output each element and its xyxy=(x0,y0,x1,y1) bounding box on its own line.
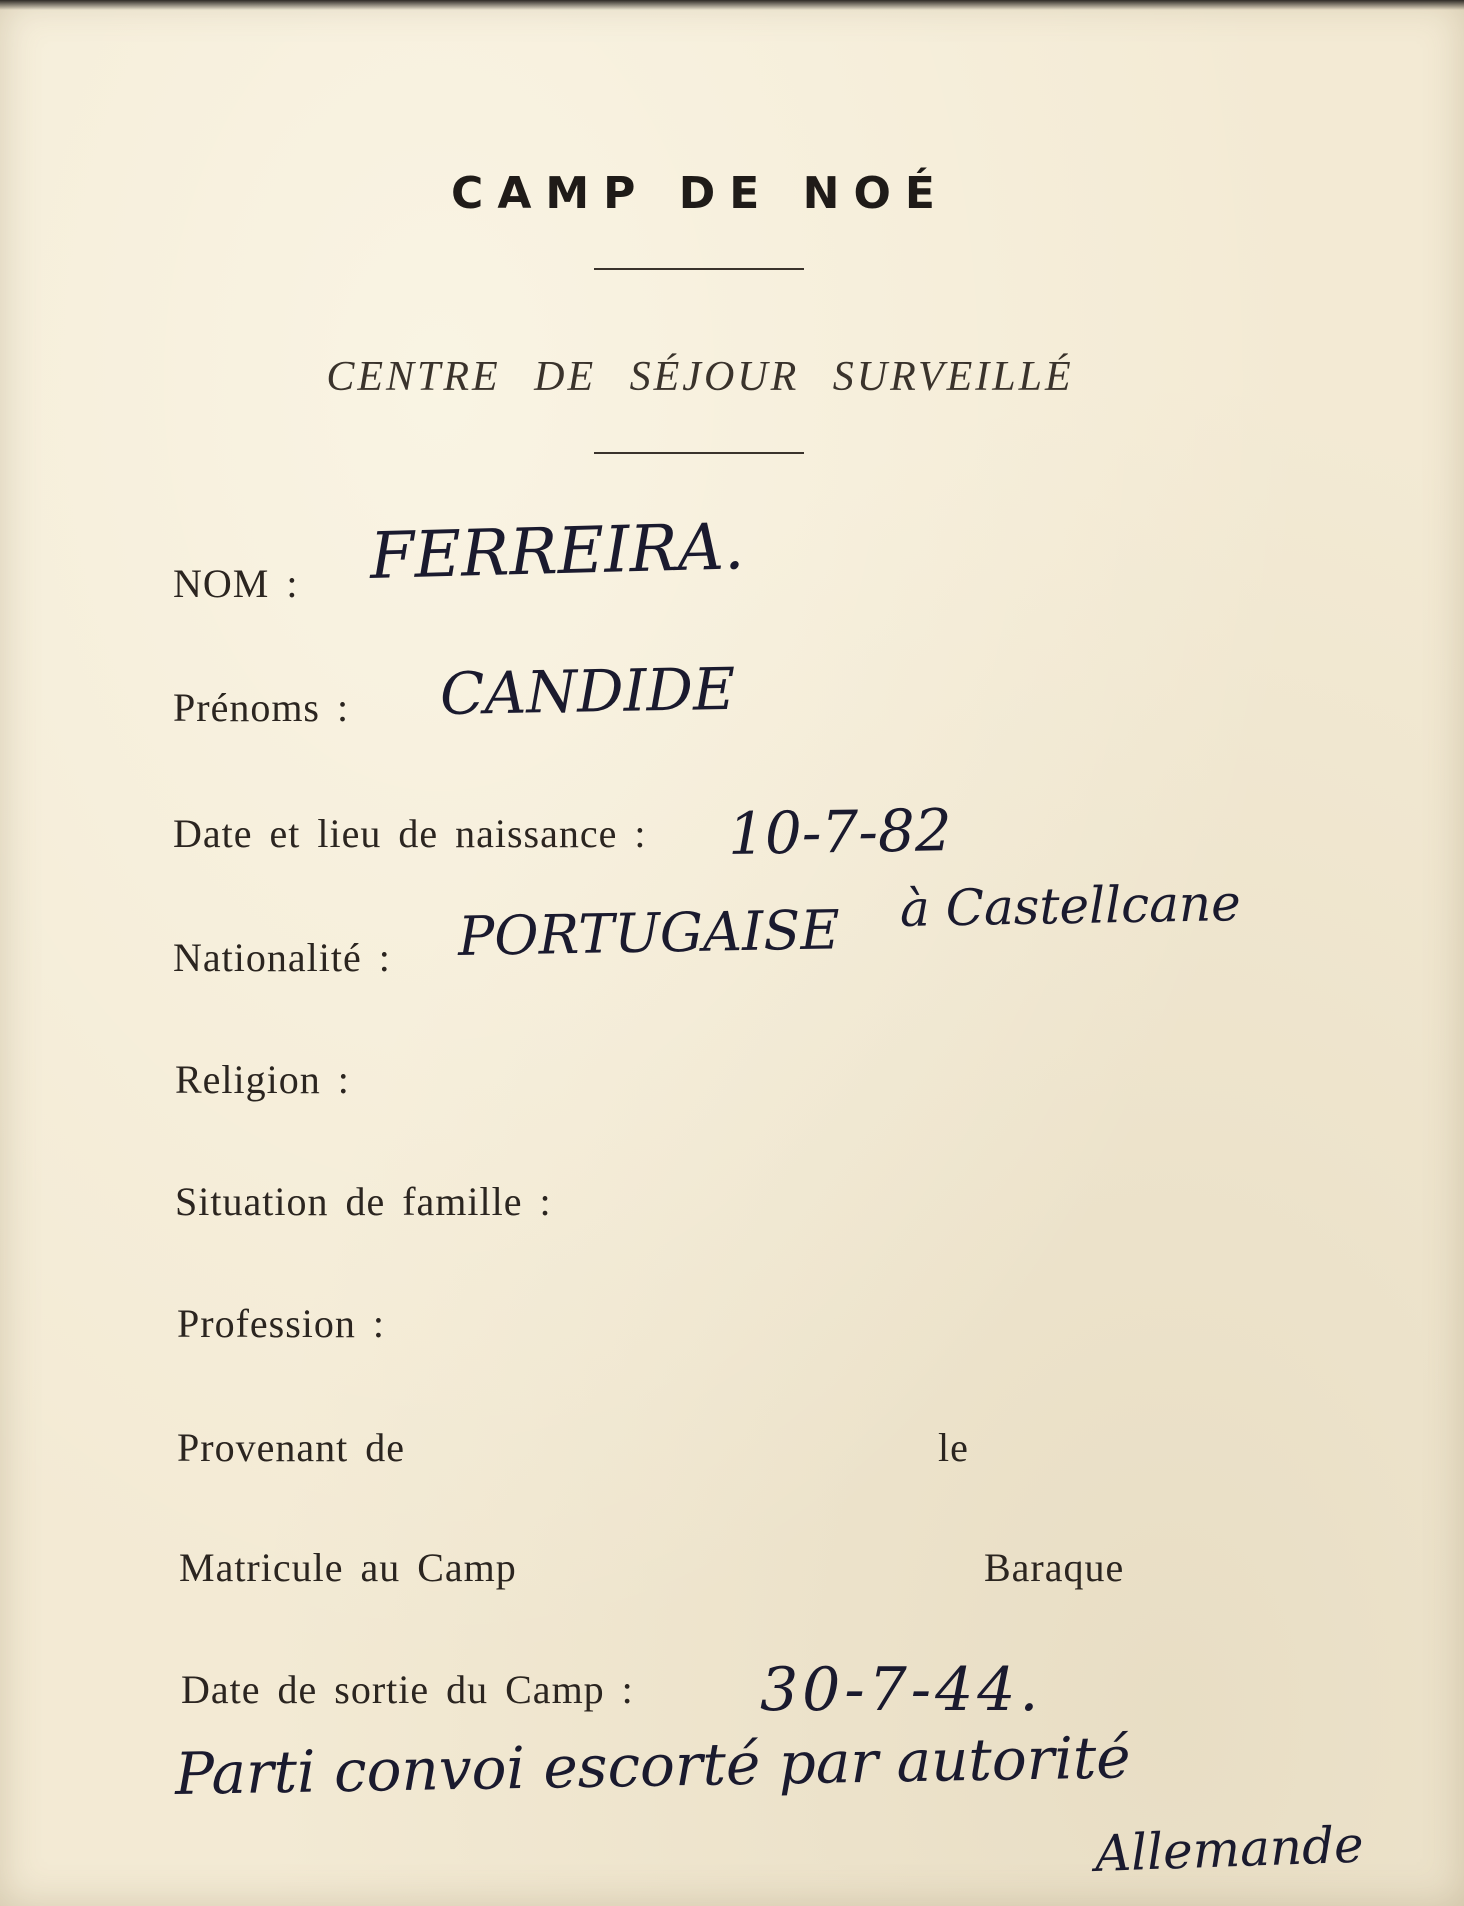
nationalite-label: Nationalité : xyxy=(173,935,391,980)
naissance-lieu: à Castellcane xyxy=(899,874,1242,938)
prenoms-value: CANDIDE xyxy=(439,654,736,728)
naissance-label: Date et lieu de naissance : xyxy=(173,811,647,856)
religion-label: Religion : xyxy=(175,1057,350,1102)
provenant-label: Provenant de xyxy=(177,1425,405,1470)
document-title: CAMP DE NOÉ xyxy=(451,168,949,219)
subtitle-divider xyxy=(594,452,804,454)
document-subtitle: CENTRE DE SÉJOUR SURVEILLÉ xyxy=(326,354,1074,400)
sortie-label: Date de sortie du Camp : xyxy=(181,1667,634,1712)
paper-top-edge xyxy=(0,0,1464,10)
nom-label: NOM : xyxy=(173,561,299,606)
prenoms-label: Prénoms : xyxy=(173,685,350,730)
nom-value: FERREIRA. xyxy=(369,510,746,594)
situation-famille-label: Situation de famille : xyxy=(175,1179,552,1224)
sortie-value: 30-7-44. xyxy=(760,1655,1043,1725)
baraque-label: Baraque xyxy=(984,1545,1125,1590)
title-divider xyxy=(594,268,804,270)
nationalite-value: PORTUGAISE xyxy=(457,898,841,968)
handwritten-note-line2: Allemande xyxy=(1093,1815,1365,1883)
profession-label: Profession : xyxy=(177,1301,385,1346)
matricule-label: Matricule au Camp xyxy=(179,1545,517,1590)
handwritten-note-line1: Parti convoi escorté par autorité xyxy=(174,1723,1132,1808)
le-label: le xyxy=(938,1425,969,1470)
naissance-date: 10-7-82 xyxy=(727,796,953,868)
